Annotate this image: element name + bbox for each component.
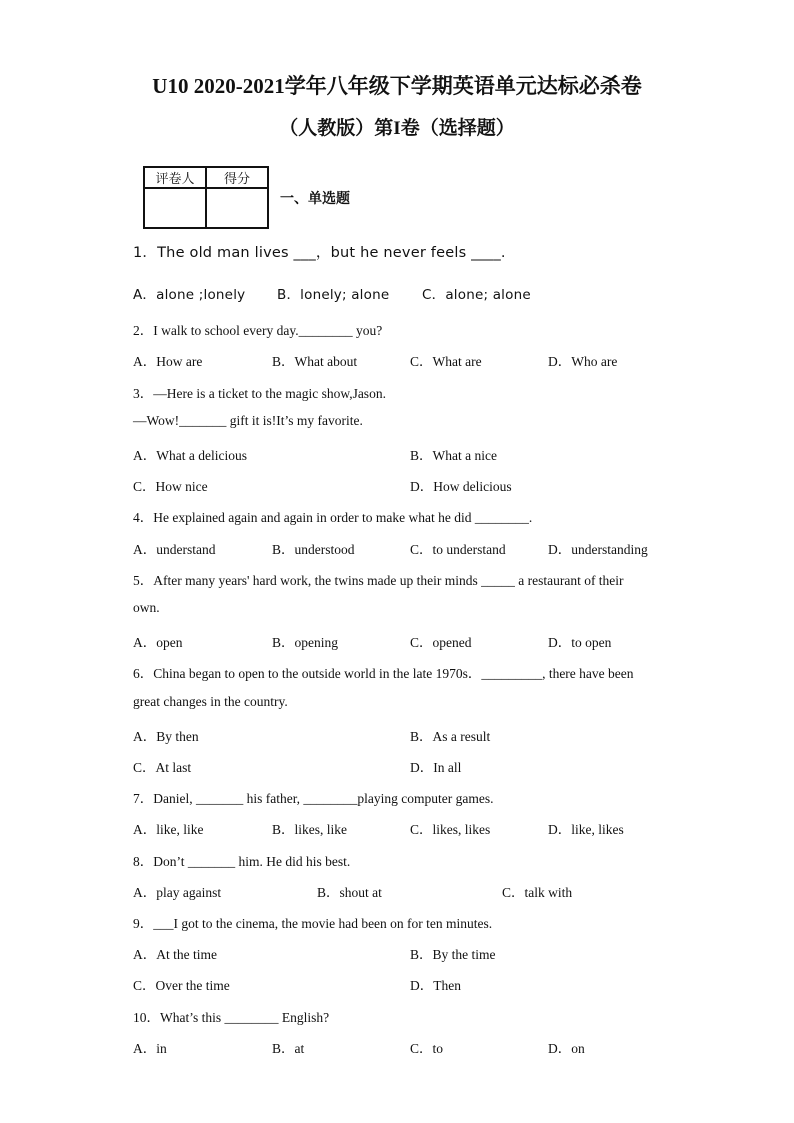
score-header: 得分 bbox=[206, 167, 268, 188]
question-3-stem-line2: —Wow!_______ gift it is!It’s my favorite. bbox=[133, 413, 363, 428]
question-7-option-a: A．like, like bbox=[133, 822, 204, 837]
section-title: 一、单选题 bbox=[280, 191, 350, 207]
question-3-option-d: D．How delicious bbox=[410, 479, 512, 494]
question-10-option-d: D．on bbox=[548, 1041, 585, 1056]
question-10-option-a: A．in bbox=[133, 1041, 167, 1056]
question-4-option-a: A．understand bbox=[133, 542, 216, 557]
question-9-option-a: A．At the time bbox=[133, 947, 217, 962]
question-5-option-a: A．open bbox=[133, 635, 183, 650]
question-1-option-c: C．alone; alone bbox=[422, 287, 531, 303]
question-7-option-d: D．like, likes bbox=[548, 822, 624, 837]
question-4-option-b: B．understood bbox=[272, 542, 355, 557]
question-5-option-c: C．opened bbox=[410, 635, 472, 650]
question-5-stem: 5．After many years' hard work, the twins made up their minds _____ a restaurant of their bbox=[133, 573, 624, 588]
question-9-option-b: B．By the time bbox=[410, 947, 496, 962]
question-9-option-d: D．Then bbox=[410, 978, 461, 993]
document-title: U10 2020-2021学年八年级下学期英语单元达标必杀卷 bbox=[152, 74, 642, 98]
question-7-option-c: C．likes, likes bbox=[410, 822, 491, 837]
question-8-stem: 8．Don’t _______ him. He did his best. bbox=[133, 854, 351, 869]
question-8-option-a: A．play against bbox=[133, 885, 222, 900]
question-4-stem: 4．He explained again and again in order to make what he did ________. bbox=[133, 510, 533, 525]
question-3-option-a: A．What a delicious bbox=[133, 448, 247, 463]
grader-header: 评卷人 bbox=[144, 167, 206, 188]
question-1-stem: 1．The old man lives ___，but he never feels ____. bbox=[133, 245, 506, 261]
question-3-option-b: B．What a nice bbox=[410, 448, 497, 463]
question-6-option-a: A．By then bbox=[133, 729, 199, 744]
question-1-option-b: B．lonely; alone bbox=[277, 287, 390, 303]
question-10-stem: 10．What’s this ________ English? bbox=[133, 1010, 330, 1025]
question-4-option-d: D．understanding bbox=[548, 542, 648, 557]
question-6-option-b: B．As a result bbox=[410, 729, 491, 744]
question-2-stem: 2．I walk to school every day.________ you? bbox=[133, 323, 383, 338]
question-5-option-d: D．to open bbox=[548, 635, 612, 650]
question-2-option-b: B．What about bbox=[272, 354, 358, 369]
question-6-stem: 6．China began to open to the outside world in the late 1970s．_________, there have been bbox=[133, 666, 634, 681]
question-6-option-c: C．At last bbox=[133, 760, 192, 775]
score-cell bbox=[206, 188, 268, 228]
question-2-option-a: A．How are bbox=[133, 354, 203, 369]
document-subtitle: （人教版）第I卷（选择题） bbox=[279, 118, 515, 139]
question-8-option-c: C．talk with bbox=[502, 885, 573, 900]
question-6-option-d: D．In all bbox=[410, 760, 462, 775]
question-5-stem-line2: own. bbox=[133, 600, 160, 615]
question-10-option-c: C．to bbox=[410, 1041, 444, 1056]
question-3-stem: 3．—Here is a ticket to the magic show,Jason. bbox=[133, 386, 386, 401]
score-table bbox=[143, 166, 269, 229]
question-9-stem: 9．___I got to the cinema, the movie had been on for ten minutes. bbox=[133, 916, 493, 931]
question-4-option-c: C．to understand bbox=[410, 542, 506, 557]
question-2-option-d: D．Who are bbox=[548, 354, 618, 369]
question-8-option-b: B．shout at bbox=[317, 885, 382, 900]
question-5-option-b: B．opening bbox=[272, 635, 338, 650]
question-7-stem: 7．Daniel, _______ his father, ________playing computer games. bbox=[133, 791, 494, 806]
question-1-option-a: A．alone ;lonely bbox=[133, 287, 246, 303]
question-3-option-c: C．How nice bbox=[133, 479, 208, 494]
grader-cell bbox=[144, 188, 206, 228]
question-7-option-b: B．likes, like bbox=[272, 822, 347, 837]
question-2-option-c: C．What are bbox=[410, 354, 482, 369]
question-10-option-b: B．at bbox=[272, 1041, 305, 1056]
question-6-stem-line2: great changes in the country. bbox=[133, 694, 288, 709]
question-9-option-c: C．Over the time bbox=[133, 978, 230, 993]
